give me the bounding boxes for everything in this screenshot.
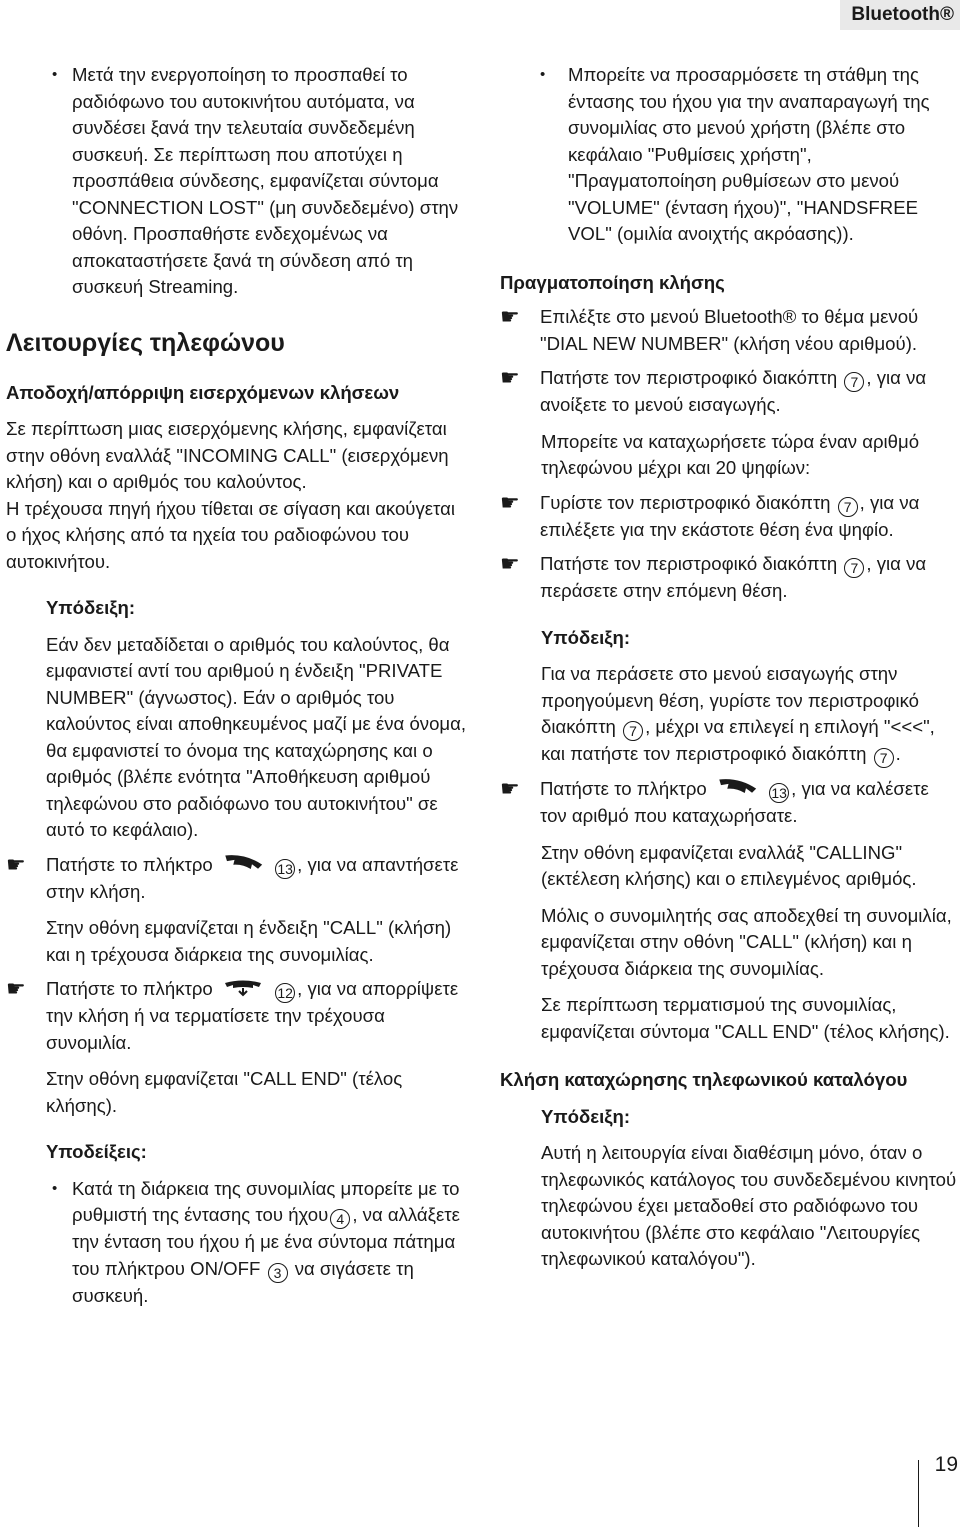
pointing-hand-icon: ☛ [6, 851, 26, 877]
circled-number: 13 [769, 783, 789, 803]
left-column [6, 62, 468, 1309]
step-open-input: ☛ Πατήστε τον περιστροφικό διακόπτη 7 , για να ανοίξετε το μενού εισαγωγής. [500, 365, 927, 415]
notes-label: Υποδείξεις: [46, 1141, 147, 1162]
note-phonebook: Αυτή η λειτουργία είναι διαθέσιμη μόνο, όταν ο τηλεφωνικός κατάλογος του συνδεδεμένου κινητού τηλεφώνου έχει μεταδοθεί στο ραδιόφωνο του αυτοκινήτου (βλέπε στο κεφάλαιο "Λειτουργίες τηλεφωνικού καταλόγου"). [541, 1142, 957, 1269]
pointing-hand-icon: ☛ [500, 304, 520, 329]
circled-number: 7 [623, 721, 643, 741]
pointing-hand-icon: ☛ [6, 976, 26, 1001]
step-next-position: ☛ Πατήστε τον περιστροφικό διακόπτη 7 , για να περάσετε στην επόμενη θέση. [500, 551, 927, 601]
phone-accept-icon [715, 779, 759, 799]
note-private-number: Εάν δεν μεταδίδεται ο αριθμός του καλούντος, θα εμφανιστεί αντί του αριθμού η ένδειξη "PRIVATE NUMBER" (άγνωστος). Εάν ο αριθμός του καλούντος είναι αποθηκευμένος μαζί με ένα όνομα, θα εμφανιστεί το όνομα της καταχώρησης και ο αριθμός (βλέπε ενότητα "Αποθήκευση αριθμού τηλεφώνου στο ραδιόφωνο του αυτοκινήτου" σε αυτό το κεφάλαιο). [46, 633, 467, 840]
section-header [840, 0, 960, 30]
bullet-handsfree-volume: • Μπορείτε να προσαρμόσετε τη στάθμη της έντασης του ήχου για την αναπαραγωγή της συνομιλίας στο μενού χρήστη (βλέπε στο κεφάλαιο "Ρυθμίσεις χρήστη", "Πραγματοποίηση ρυθμίσεων στο μενού "VOLUME" (ένταση ήχου)", "HANDSFREE VOL" (ομιλία ανοιχτής ακρόασης)). [500, 62, 958, 248]
heading-phonebook-call: Κλήση καταχώρησης τηλεφωνικού καταλόγου [500, 1069, 908, 1090]
step-answer-result: Στην οθόνη εμφανίζεται η ένδειξη "CALL" (κλήση) και η τρέχουσα διάρκεια της συνομιλίας. [46, 917, 452, 965]
pointing-hand-icon: ☛ [500, 551, 520, 576]
heading-make-call: Πραγματοποίηση κλήσης [500, 271, 725, 293]
phone-end-icon [221, 979, 265, 999]
note-label: Υπόδειξη: [541, 626, 631, 648]
circled-number: 13 [275, 859, 295, 879]
pointing-hand-icon: ☛ [500, 365, 520, 390]
circled-number: 4 [330, 1209, 350, 1229]
circled-number: 7 [844, 372, 864, 392]
note-label: Υπόδειξη: [46, 597, 136, 618]
dial-result-end: Σε περίπτωση τερματισμού της συνομιλίας, εμφανίζεται σύντομα "CALL END" (τέλος κλήσης). [541, 994, 950, 1042]
dial-result-call: Μόλις ο συνομιλητής σας αποδεχθεί τη συνομιλία, εμφανίζεται στην οθόνη "CALL" (κλήση) και η τρέχουσα διάρκεια της συνομιλίας. [541, 904, 952, 979]
pointing-hand-icon: ☛ [500, 489, 520, 515]
circled-number: 7 [838, 497, 858, 517]
section-title: Bluetooth® [851, 4, 954, 25]
dial-result-calling: Στην οθόνη εμφανίζεται εναλλάξ "CALLING" (εκτέλεση κλήσης) και ο επιλεγμένος αριθμός. [541, 841, 917, 889]
right-column [500, 62, 958, 1273]
heading-accept-reject: Αποδοχή/απόρριψη εισερχόμενων κλήσεων [6, 381, 400, 403]
circled-number: 7 [844, 558, 864, 578]
circled-number: 3 [268, 1263, 288, 1283]
heading-phone-functions: Λειτουργίες τηλεφώνου [6, 328, 285, 357]
step-answer-call: ☛ Πατήστε το πλήκτρο 13 , για να απαντήσετε στην κλήση. [6, 851, 459, 902]
step-select-digit: ☛ Γυρίστε τον περιστροφικό διακόπτη 7 , για να επιλέξετε για την εκάστοτε θέση ένα ψηφίο. [500, 489, 920, 540]
pointing-hand-icon: ☛ [500, 776, 520, 801]
note-label: Υπόδειξη: [541, 1105, 631, 1127]
step-dial: ☛ Πατήστε το πλήκτρο 13 , για να καλέσετε τον αριθμό που καταχωρήσατε. [500, 776, 929, 826]
para-incoming-call: Σε περίπτωση μιας εισερχόμενης κλήσης, εμφανίζεται στην οθόνη εναλλάξ "INCOMING CALL" (εισερχόμενη κλήση) και ο αριθμός του καλούντος. [6, 418, 449, 492]
page-number: 19 [934, 1453, 958, 1476]
bullet-reconnect: • Μετά την ενεργοποίηση το προσπαθεί το ραδιόφωνο του αυτοκινήτου αυτόματα, να συνδέσει ξανά την τελευταία συνδεδεμένη συσκευή. Σε περίπτωση που αποτύχει η προσπάθεια σύνδεσης, εμφανίζεται σύντομα "CONNECTION LOST" (μη συνδεδεμένο) στην οθόνη. Προσπαθήστε ενδεχομένως να αποκαταστήσετε ξανά τη σύνδεση από τη συσκευή Streaming. [6, 62, 468, 301]
step-select-menu: ☛ Επιλέξτε στο μενού Bluetooth® το θέμα μενού "DIAL NEW NUMBER" (κλήση νέου αριθμού). [500, 304, 919, 354]
step-open-input-result: Μπορείτε να καταχωρήσετε τώρα έναν αριθμό τηλεφώνου μέχρι και 20 ψηφίων: [541, 430, 920, 478]
bullet-volume-mute: • Κατά τη διάρκεια της συνομιλίας μπορείτε με το ρυθμιστή της έντασης του ήχου 4 , να αλλάξετε την ένταση του ήχου ή με ένα σύντομα πάτημα του πλήκτρου ON/OFF 3 να σιγάσετε τη συσκευή. [6, 1176, 468, 1310]
para-ringtone: Η τρέχουσα πηγή ήχου τίθεται σε σίγαση και ακούγεται ο ήχος κλήσης από τα ηχεία του ραδιοφώνου του αυτοκινήτου. [6, 497, 456, 572]
step-reject-result: Στην οθόνη εμφανίζεται "CALL END" (τέλος κλήσης). [46, 1068, 403, 1116]
step-reject-call: ☛ Πατήστε το πλήκτρο 12 , για να απορρίψετε την κλήση ή να τερματίσετε την τρέχουσα συνομιλία. [6, 976, 459, 1053]
note-previous-position: Για να περάσετε στο μενού εισαγωγής στην προηγούμενη θέση, γυρίστε τον περιστροφικό διακόπτη 7 , μέχρι να επιλεγεί η επιλογή "<<<", και πατήστε τον περιστροφικό διακόπτη 7 . [541, 663, 935, 766]
circled-number: 12 [275, 983, 295, 1003]
phone-accept-icon [221, 855, 265, 875]
page-number-rule [918, 1460, 919, 1527]
circled-number: 7 [874, 748, 894, 768]
